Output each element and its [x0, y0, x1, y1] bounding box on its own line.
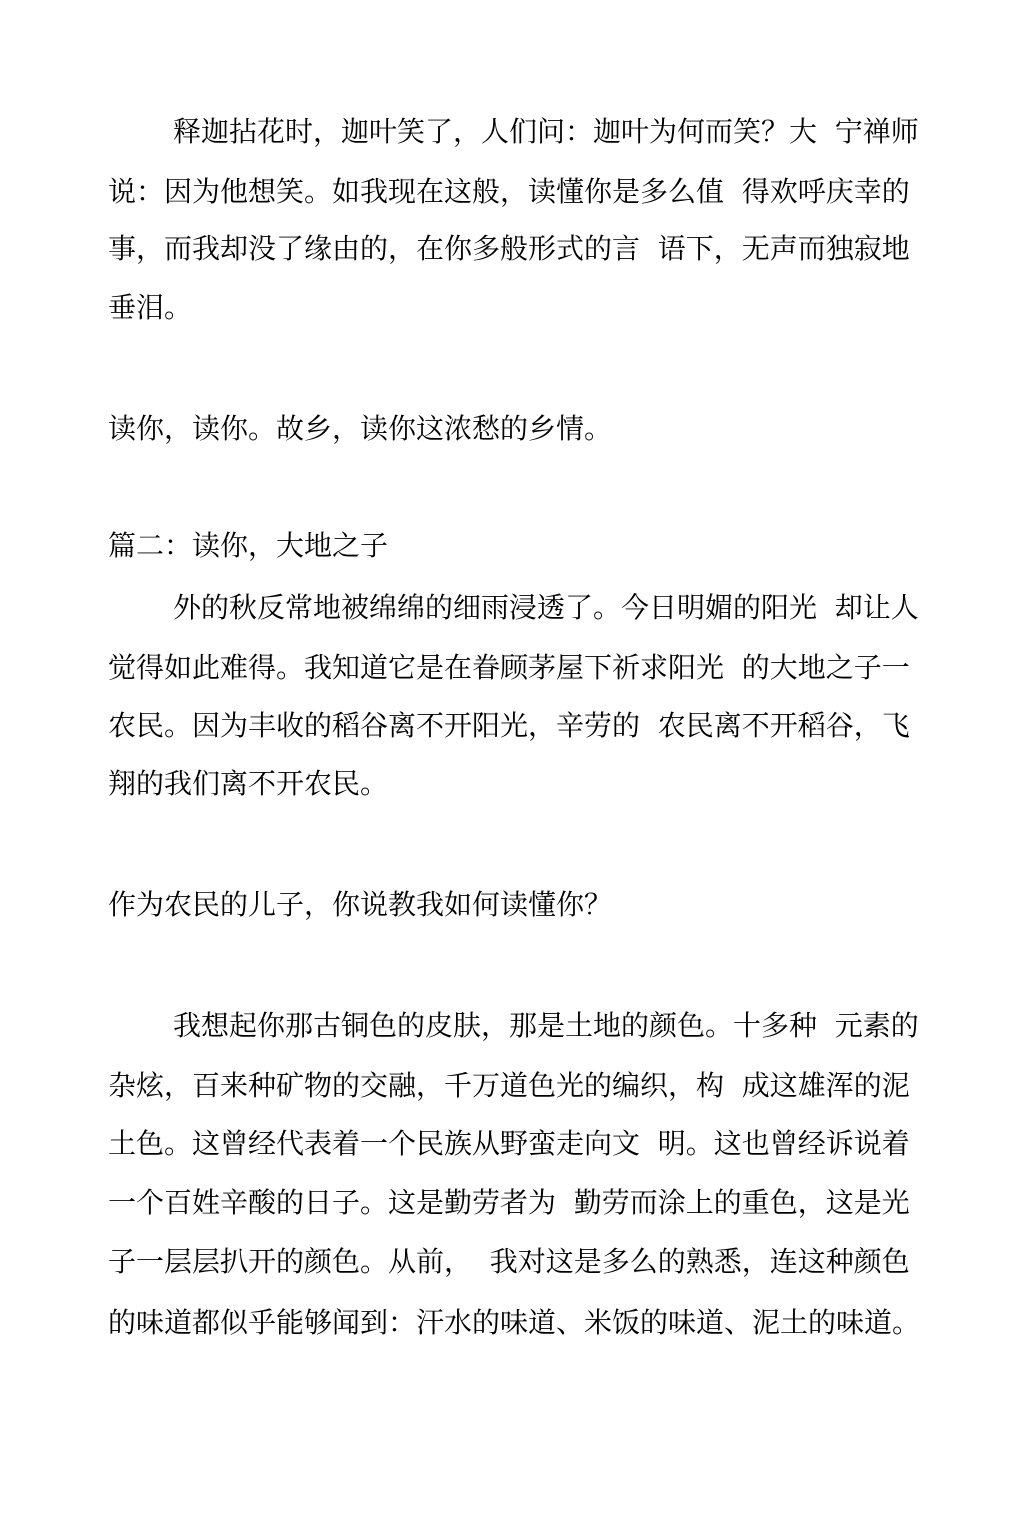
paragraph-2-line-1: 读你，读你。故乡，读你这浓愁的乡情。	[108, 412, 613, 445]
section-heading: 篇二：读你，大地之子	[108, 529, 389, 562]
paragraph-6-line-5: 子一层层扒开的颜色。从前， 我对这是多么的熟悉，连这种颜色	[108, 1245, 910, 1278]
paragraph-6-line-2: 杂炫，百来种矿物的交融，千万道色光的编织，构 成这雄浑的泥	[108, 1069, 910, 1102]
paragraph-4-line-2: 觉得如此难得。我知道它是在眷顾茅屋下祈求阳光 的大地之子一	[108, 651, 910, 684]
paragraph-4-line-1: 外的秋反常地被绵绵的细雨浸透了。今日明媚的阳光 却让人	[173, 591, 919, 624]
paragraph-5-line-1: 作为农民的儿子，你说教我如何读懂你？	[108, 888, 613, 921]
paragraph-4-line-4: 翔的我们离不开农民。	[108, 767, 389, 800]
paragraph-6-line-4: 一个百姓辛酸的日子。这是勤劳者为 勤劳而涂上的重色，这是光	[108, 1186, 910, 1219]
paragraph-1-line-1: 释迦拈花时，迦叶笑了，人们问：迦叶为何而笑？大 宁禅师	[173, 115, 919, 148]
paragraph-1-line-3: 事，而我却没了缘由的，在你多般形式的言 语下，无声而独寂地	[108, 232, 910, 265]
paragraph-1-line-4: 垂泪。	[108, 291, 193, 324]
paragraph-4-line-3: 农民。因为丰收的稻谷离不开阳光，辛劳的 农民离不开稻谷，飞	[108, 709, 910, 742]
paragraph-6-line-1: 我想起你那古铜色的皮肤，那是土地的颜色。十多种 元素的	[173, 1009, 919, 1042]
paragraph-6-line-6: 的味道都似乎能够闻到：汗水的味道、米饭的味道、泥土的味道。	[108, 1306, 921, 1339]
paragraph-6-line-3: 土色。这曾经代表着一个民族从野蛮走向文 明。这也曾经诉说着	[108, 1127, 910, 1160]
paragraph-1-line-2: 说：因为他想笑。如我现在这般，读懂你是多么值 得欢呼庆幸的	[108, 175, 910, 208]
